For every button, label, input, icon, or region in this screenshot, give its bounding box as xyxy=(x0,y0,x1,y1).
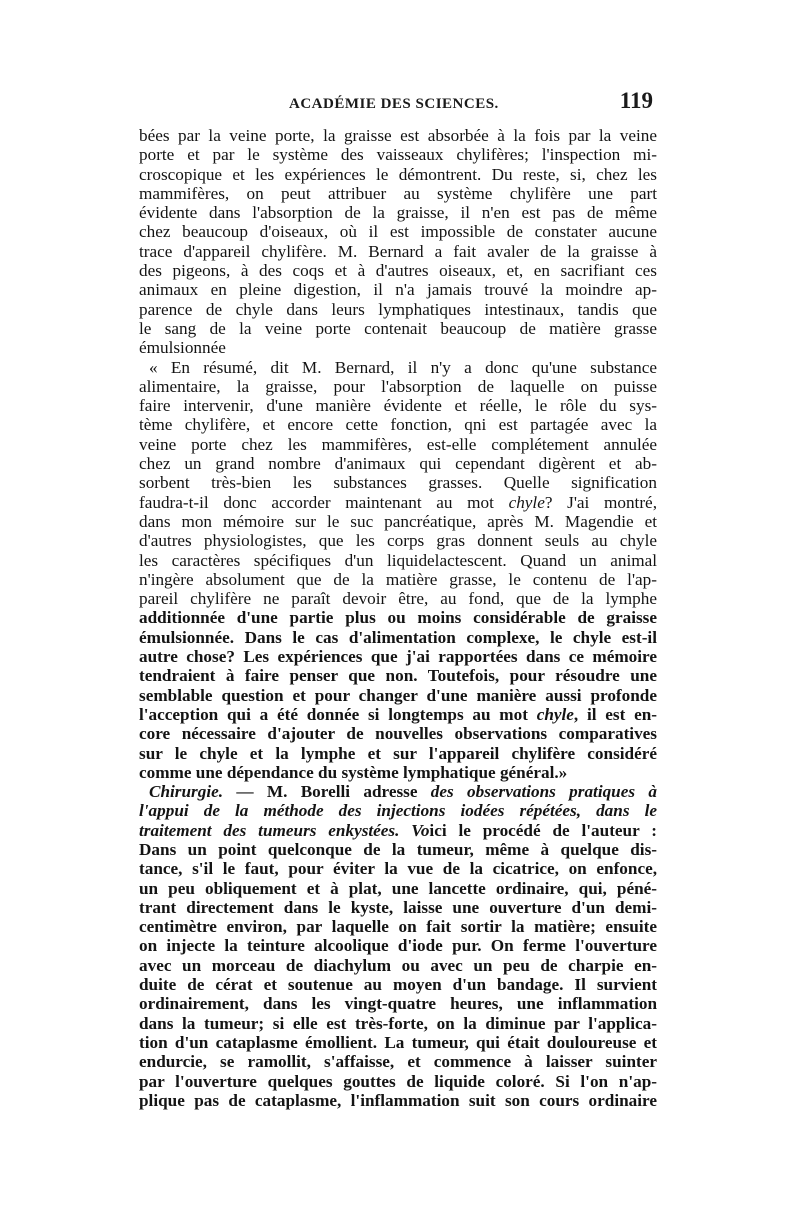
text-line: sorbent très-bien les substances grasses. Quelle signification xyxy=(139,473,657,493)
text-line: l'appui de la méthode des injections iodées répétées, dans le xyxy=(139,801,657,821)
text-line: trace d'appareil chylifère. M. Bernard a fait avaler de la graisse à xyxy=(139,241,657,261)
text-line: les caractères spécifiques d'un liquidelactescent. Quand un animal xyxy=(139,550,657,570)
text-line: trant directement dans le kyste, laisse une ouverture d'un demi- xyxy=(139,897,657,917)
text-line: l'acception qui a été donnée si longtemps au mot chyle, il est en- xyxy=(139,704,657,724)
text-line: ordinairement, dans les vingt-quatre heures, une inflammation xyxy=(139,994,657,1014)
text-line: endurcie, se ramollit, s'affaisse, et commence à laisser suinter xyxy=(139,1052,657,1072)
text-line: parence de chyle dans leurs lymphatiques intestinaux, tandis que xyxy=(139,299,657,319)
text-line: faudra-t-il donc accorder maintenant au mot chyle? J'ai montré, xyxy=(139,492,657,512)
text-line: tendraient à faire penser que non. Toutefois, pour résoudre une xyxy=(139,666,657,686)
text-line: évidente dans l'absorption de la graisse, il n'en est pas de même xyxy=(139,203,657,223)
text-line: « En résumé, dit M. Bernard, il n'y a donc qu'une substance xyxy=(149,357,657,377)
text-line: dans mon mémoire sur le suc pancréatique, après M. Magendie et xyxy=(139,511,657,531)
text-line: semblable question et pour changer d'une manière aussi profonde xyxy=(139,685,657,705)
text-line: d'autres physiologistes, que les corps gras donnent seuls au chyle xyxy=(139,531,657,551)
text-line: comme une dépendance du système lymphatique général.» xyxy=(139,762,568,782)
text-line: dans la tumeur; si elle est très-forte, on la diminue par l'applica- xyxy=(139,1013,657,1033)
text-line: n'ingère absolument que de la matière grasse, le contenu de l'ap- xyxy=(139,569,657,589)
text-line: le sang de la veine porte contenait beaucoup de matière grasse xyxy=(139,318,657,338)
text-line: autre chose? Les expériences que j'ai rapportées dans ce mémoire xyxy=(139,647,657,667)
text-line: tance, s'il le faut, pour éviter la vue de la cicatrice, on enfonce, xyxy=(139,859,657,879)
text-line: chez un grand nombre d'animaux qui cependant digèrent et ab- xyxy=(139,454,657,474)
text-line: émulsionnée. Dans le cas d'alimentation complexe, le chyle est-il xyxy=(139,627,657,647)
text-line: avec un morceau de diachylum ou avec un peu de charpie en- xyxy=(139,955,657,975)
text-line: des pigeons, à des coqs et à d'autres oiseaux, et, en sacrifiant ces xyxy=(139,261,657,281)
text-line: porte et par le système des vaisseaux chylifères; l'inspection mi- xyxy=(139,145,657,165)
text-line: bées par la veine porte, la graisse est absorbée à la fois par la veine xyxy=(139,126,657,145)
text-line: veine porte chez les mammifères, est-elle complétement annulée xyxy=(139,434,657,454)
text-line: duite de cérat et soutenue au moyen d'un bandage. Il survient xyxy=(139,975,657,995)
text-line: chez beaucoup d'oiseaux, où il est impossible de constater aucune xyxy=(139,222,657,242)
text-line: pareil chylifère ne paraît devoir être, au fond, que de la lymphe xyxy=(139,589,657,609)
text-line: émulsionnée xyxy=(139,338,226,358)
page-number: 119 xyxy=(619,88,653,113)
text-line: un peu obliquement et à plat, une lancette ordinaire, qui, péné- xyxy=(139,878,657,898)
text-line: animaux en pleine digestion, il n'a jamais trouvé la moindre ap- xyxy=(139,280,657,300)
text-line: tème chylifère, et encore cette fonction, qni est partagée avec la xyxy=(139,415,657,435)
running-head: ACADÉMIE DES SCIENCES. xyxy=(289,96,499,112)
text-line: centimètre environ, par laquelle on fait sortir la matière; ensuite xyxy=(139,917,657,937)
text-line: mammifères, on peut attribuer au système chylifère une part xyxy=(139,183,657,203)
text-line: croscopique et les expériences le démontrent. Du reste, si, chez les xyxy=(139,164,657,184)
text-line: alimentaire, la graisse, pour l'absorption de laquelle on puisse xyxy=(139,376,657,396)
text-line: Chirurgie. — M. Borelli adresse des observations pratiques à xyxy=(149,782,657,802)
text-line: par l'ouverture quelques gouttes de liquide coloré. Si l'on n'ap- xyxy=(139,1071,657,1091)
text-line: faire intervenir, d'une manière évidente et réelle, le rôle du sys- xyxy=(139,396,657,416)
text-line: additionnée d'une partie plus ou moins considérable de graisse xyxy=(139,608,657,628)
text-line: sur le chyle et la lymphe et sur l'appareil chylifère considéré xyxy=(139,743,657,763)
text-line: traitement des tumeurs enkystées. Voici le procédé de l'auteur : xyxy=(139,820,658,840)
text-line: on injecte la teinture alcoolique d'iode pur. On ferme l'ouverture xyxy=(139,936,657,956)
text-line: tion d'un cataplasme émollient. La tumeur, qui était douloureuse et xyxy=(139,1032,657,1052)
text-line: plique pas de cataplasme, l'inflammation suit son cours ordinaire xyxy=(139,1090,657,1110)
text-line: core nécessaire d'ajouter de nouvelles observations comparatives xyxy=(139,724,657,744)
page-header xyxy=(139,88,659,118)
text-line: Dans un point quelconque de la tumeur, même à quelque dis- xyxy=(139,839,657,859)
body-text xyxy=(139,126,657,1110)
